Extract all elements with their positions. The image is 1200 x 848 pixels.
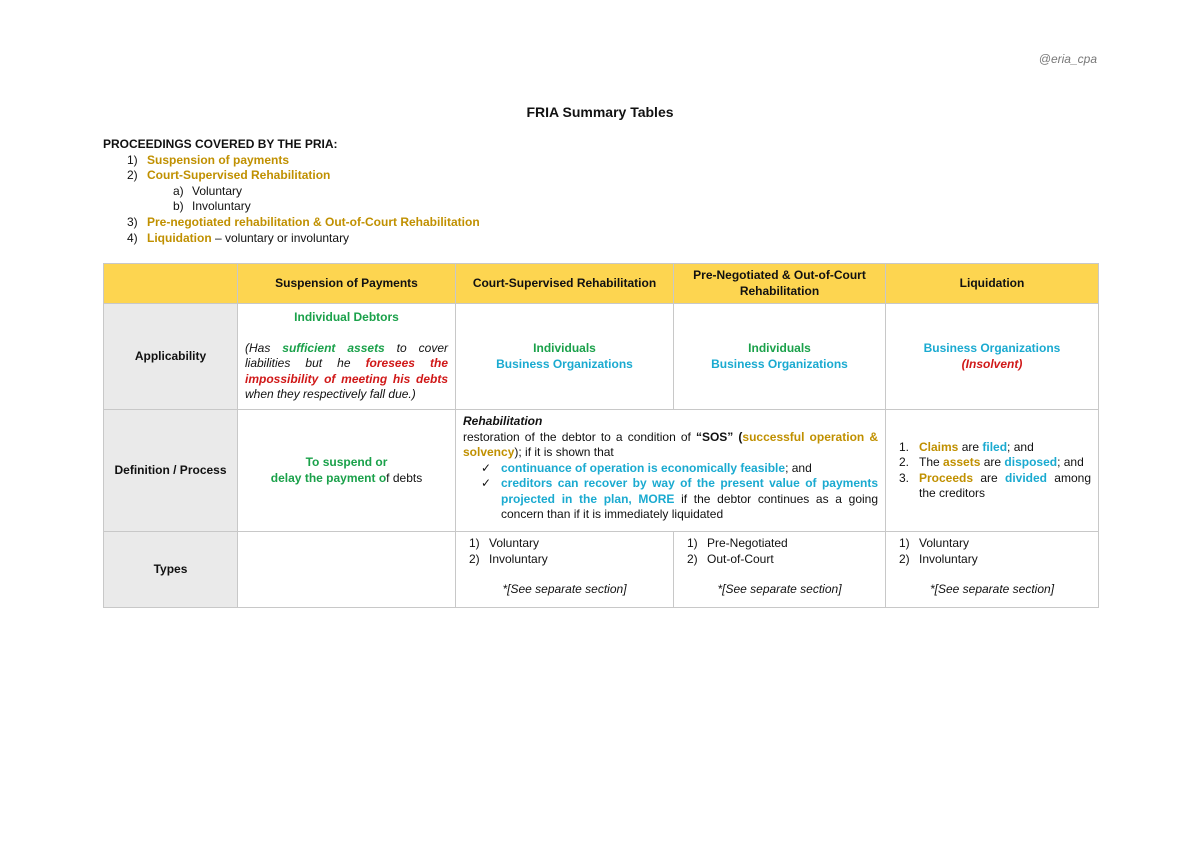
list-label-rest: – voluntary or involuntary	[211, 230, 350, 245]
list-item: 2) Out-of-Court	[687, 551, 774, 566]
list-label: Suspension of payments	[147, 152, 290, 167]
list-subitem	[103, 199, 337, 215]
list-label: Voluntary	[192, 183, 243, 198]
list-item: 2) Involuntary	[469, 551, 548, 566]
author-handle: @eria_cpa	[1038, 52, 1097, 66]
header-cell: Liquidation	[886, 264, 1099, 304]
page-title: FRIA Summary Tables	[526, 104, 674, 120]
cell-note: (Has sufficient assets to cover liabilities but he foresees the impossibility of meeting his debts when they respectively fall due.)	[245, 340, 448, 401]
list-item: ✓ continuance of operation is economically feasible; and	[481, 460, 812, 475]
list-item	[103, 168, 337, 184]
list-number: 3)	[127, 214, 138, 229]
header-cell-blank	[104, 264, 238, 304]
list-label: Pre-negotiated rehabilitation & Out-of-Court Rehabilitation	[147, 214, 480, 229]
rehab-title: Rehabilitation	[463, 414, 543, 428]
table-header-row	[104, 264, 1099, 304]
list-item	[103, 153, 337, 169]
table-cell-merged	[456, 410, 886, 532]
table-row	[104, 410, 1099, 532]
row-header: Types	[104, 532, 238, 608]
header-cell: Court-Supervised Rehabilitation	[456, 264, 674, 304]
fria-summary-table	[103, 263, 1099, 608]
list-item	[103, 214, 480, 231]
row-header: Definition / Process	[104, 410, 238, 532]
table-cell-empty	[238, 532, 456, 608]
section-note: *[See separate section]	[929, 582, 1055, 596]
list-number: 4)	[127, 230, 138, 245]
section-note: *[See separate section]	[502, 582, 627, 596]
list-number: 1)	[127, 152, 138, 167]
list-label: Involuntary	[192, 199, 251, 214]
check-icon: ✓	[481, 476, 492, 490]
proceedings-list	[103, 137, 480, 246]
list-letter: b)	[173, 199, 184, 214]
table-cell	[238, 304, 456, 410]
list-label: Court-Supervised Rehabilitation	[147, 168, 331, 183]
types-list	[463, 536, 666, 567]
list-item: 2) Involuntary	[899, 551, 978, 566]
list-item	[103, 230, 350, 247]
check-icon: ✓	[481, 460, 492, 475]
table-cell: Individuals Business Organizations	[456, 304, 674, 410]
proceedings-heading: PROCEEDINGS COVERED BY THE PRIA:	[103, 137, 338, 151]
table-cell	[886, 410, 1099, 532]
liquidation-process	[893, 440, 1091, 502]
list-item: 2. The assets are disposed; and	[899, 455, 1084, 469]
list-subitem	[103, 184, 337, 200]
list-number: 2)	[127, 168, 138, 183]
row-header: Applicability	[104, 304, 238, 410]
list-label: Liquidation	[147, 230, 212, 245]
header-cell: Pre-Negotiated & Out-of-Court Rehabilitation	[674, 264, 886, 304]
section-note: *[See separate section]	[717, 582, 842, 596]
list-item: 1) Pre-Negotiated	[687, 536, 788, 550]
list-item: ✓ creditors can recover by way of the present value of payments projected in the plan, MORE if the debtor continues as a going concern than if it is immediately liquidated	[481, 476, 879, 521]
cell-title: Individual Debtors	[294, 310, 399, 324]
table-cell	[886, 532, 1099, 608]
table-cell	[674, 532, 886, 608]
rehab-definition: restoration of the debtor to a condition of “SOS” (successful operation & solvency); if it is shown that	[463, 429, 878, 459]
list-letter: a)	[173, 183, 184, 198]
table-row	[104, 304, 1099, 410]
table-cell: Business Organizations (Insolvent)	[886, 304, 1099, 410]
rehab-conditions	[463, 461, 878, 523]
header-cell: Suspension of Payments	[238, 264, 456, 304]
table-cell: To suspend or delay the payment of debts	[238, 410, 456, 532]
list-item: 1) Voluntary	[469, 536, 540, 550]
list-item: 1. Claims are filed; and	[899, 439, 1034, 454]
types-list	[681, 536, 878, 567]
table-cell	[456, 532, 674, 608]
list-item: 1) Voluntary	[899, 536, 970, 550]
table-cell: Individuals Business Organizations	[674, 304, 886, 410]
list-item: 3. Proceeds are divided among the creditors	[899, 470, 1091, 500]
table-row	[104, 532, 1099, 608]
types-list	[893, 536, 1091, 567]
